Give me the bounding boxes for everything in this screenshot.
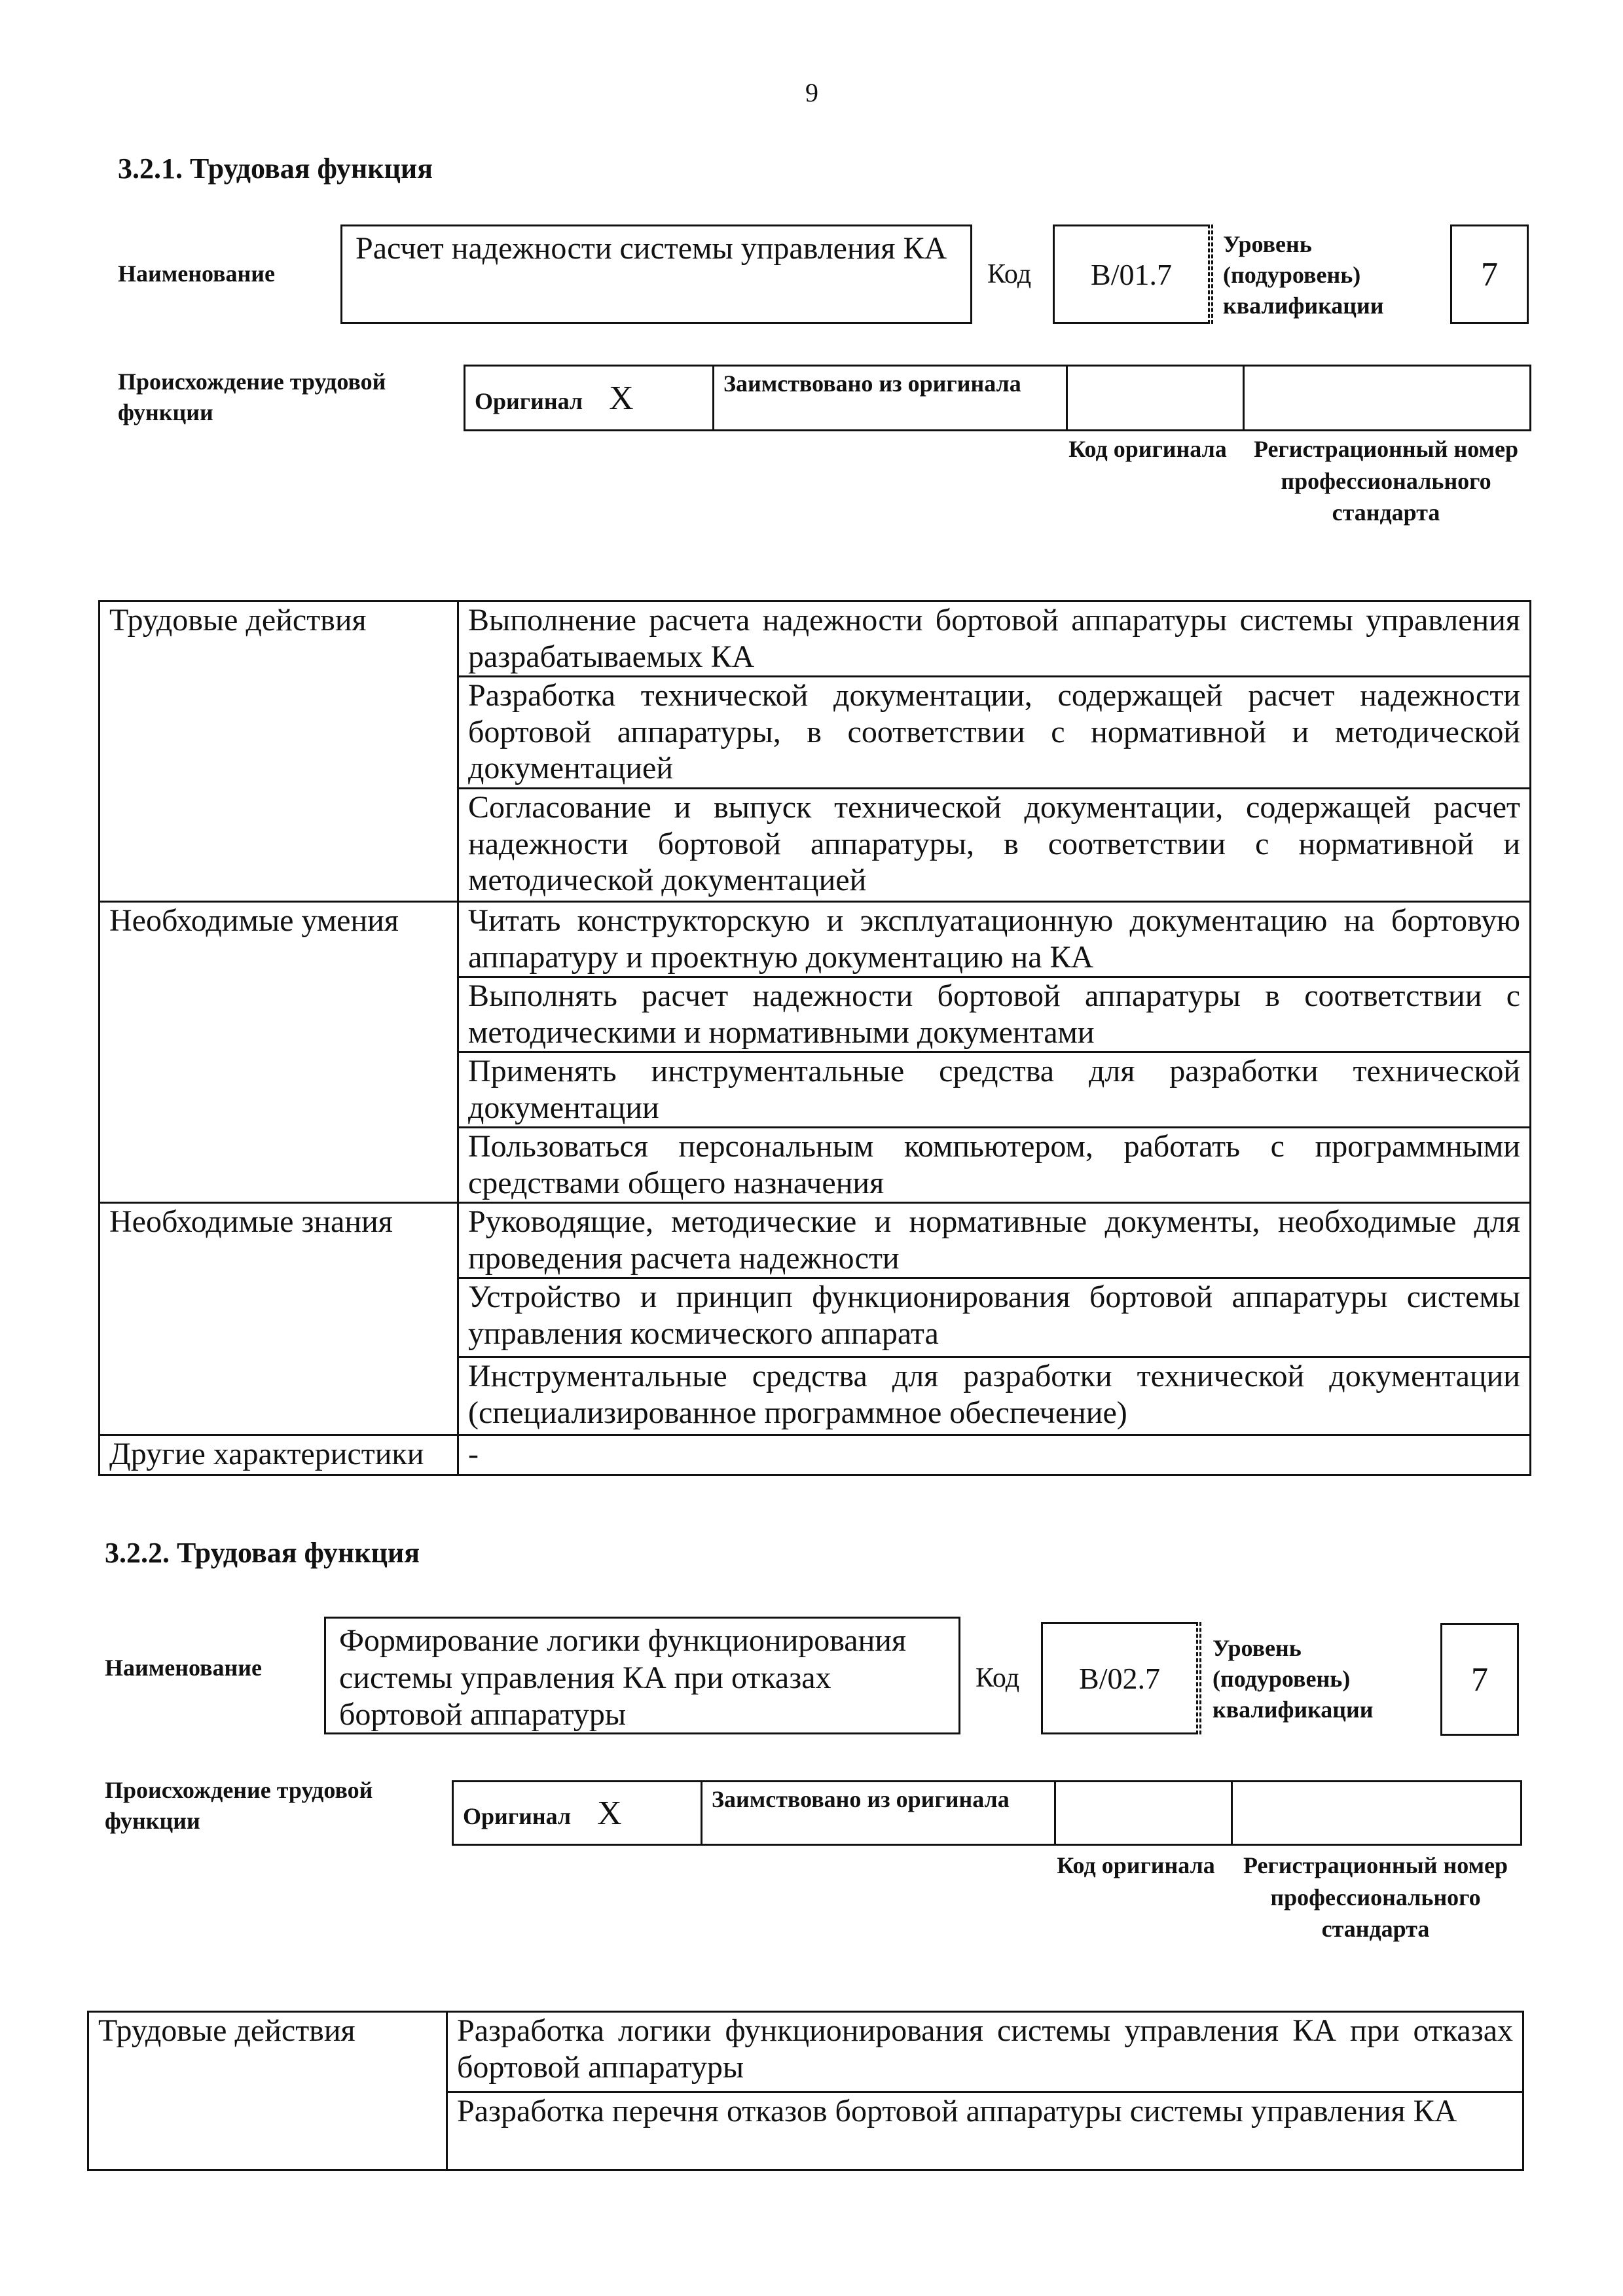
section-1-row-label-knowledge: Необходимые знания <box>100 1203 458 1435</box>
section-2-reg-number-caption: Регистрационный номер профессионального стандарта <box>1243 1852 1508 1943</box>
section-2-original-cell <box>453 1782 702 1845</box>
section-1-title: 3.2.1. Трудовая функция <box>118 152 433 185</box>
section-2-code-value: B/02.7 <box>1079 1661 1160 1695</box>
section-2-action-item: Разработка логики функционирования системы управления КА при отказах бортовой аппаратуры <box>447 2012 1523 2092</box>
section-1-original-cell <box>465 366 714 431</box>
section-1-original-mark: X <box>609 379 634 417</box>
section-1-other-item: - <box>458 1435 1531 1475</box>
section-2-code-divider <box>1199 1622 1201 1734</box>
section-1-knowledge-item: Руководящие, методические и нормативные документы, необходимые для проведения расчета надежности <box>458 1203 1531 1278</box>
section-1-row-label-actions: Трудовые действия <box>100 601 458 902</box>
section-2-name-label: Наименование <box>105 1655 262 1681</box>
section-2-level-value: 7 <box>1471 1660 1488 1698</box>
section-1-name-label: Наименование <box>118 260 275 287</box>
section-1-knowledge-item: Инструментальные средства для разработки технической документации (специализированное программное обеспечение) <box>458 1357 1531 1435</box>
section-1-action-item: Выполнение расчета надежности бортовой аппаратуры системы управления разрабатываемых КА <box>458 601 1531 677</box>
section-1-code-divider <box>1211 224 1213 324</box>
section-2-level-box <box>1440 1623 1519 1736</box>
section-2-reg-number-cell <box>1232 1782 1522 1845</box>
section-2-code-box <box>1041 1622 1198 1734</box>
section-1-name-value: Расчет надежности системы управления КА <box>356 231 947 266</box>
section-1-main-table <box>98 600 1531 1476</box>
section-1-level-value: 7 <box>1481 255 1498 293</box>
section-2-level-label: Уровень (подуровень) квалификации <box>1213 1635 1374 1723</box>
section-1-skill-item: Применять инструментальные средства для разработки технической документации <box>458 1052 1531 1128</box>
section-2-borrowed-label: Заимствовано из оригинала <box>702 1782 1055 1845</box>
section-2-title: 3.2.2. Трудовая функция <box>105 1537 420 1569</box>
section-2-code-original-caption: Код оригинала <box>1057 1852 1215 1878</box>
section-2-original-label: Оригинал <box>463 1803 572 1829</box>
section-1-code-box <box>1053 224 1210 324</box>
section-1-level-label: Уровень (подуровень) квалификации <box>1223 231 1384 319</box>
section-1-origin-label: Происхождение трудовой функции <box>118 368 386 425</box>
section-2-original-mark: X <box>597 1794 622 1832</box>
section-1-borrowed-label: Заимствовано из оригинала <box>714 366 1067 431</box>
section-1-skill-item: Пользоваться персональным компьютером, работать с программными средствами общего назначения <box>458 1128 1531 1203</box>
section-2-main-table <box>87 2011 1524 2171</box>
section-1-level-box <box>1450 224 1529 324</box>
section-1-action-item: Согласование и выпуск технической документации, содержащей расчет надежности бортовой аппаратуры, в соответствии с нормативной и методической документацией <box>458 789 1531 902</box>
section-1-original-label: Оригинал <box>475 387 583 414</box>
section-2-name-value: Формирование логики функционирования системы управления КА при отказах бортовой аппаратуры <box>339 1623 907 1732</box>
section-1-origin-table <box>464 365 1531 431</box>
section-2-code-original-cell <box>1055 1782 1232 1845</box>
section-2-code-label: Код <box>976 1663 1020 1693</box>
section-1-code-original-caption: Код оригинала <box>1068 436 1227 462</box>
section-1-skill-item: Читать конструкторскую и эксплуатационную документацию на бортовую аппаратуру и проектную документацию на КА <box>458 902 1531 977</box>
section-1-reg-number-caption: Регистрационный номер профессионального стандарта <box>1253 436 1519 526</box>
section-1-row-label-skills: Необходимые умения <box>100 902 458 1203</box>
section-2-name-box <box>324 1617 960 1734</box>
section-2-origin-label: Происхождение трудовой функции <box>105 1777 373 1834</box>
section-1-knowledge-item: Устройство и принцип функционирования бортовой аппаратуры системы управления космического аппарата <box>458 1278 1531 1357</box>
section-1-code-label: Код <box>987 259 1032 289</box>
section-1-code-value: B/01.7 <box>1091 257 1172 291</box>
section-2-row-label-actions: Трудовые действия <box>88 2012 447 2170</box>
section-2-action-item: Разработка перечня отказов бортовой аппаратуры системы управления КА <box>447 2092 1523 2170</box>
section-2-origin-table <box>452 1780 1522 1846</box>
section-1-action-item: Разработка технической документации, содержащей расчет надежности бортовой аппаратуры, в соответствии с нормативной и методической документацией <box>458 677 1531 789</box>
section-1-skill-item: Выполнять расчет надежности бортовой аппаратуры в соответствии с методическими и нормативными документами <box>458 977 1531 1052</box>
section-1-row-label-other: Другие характеристики <box>100 1435 458 1475</box>
section-1-code-original-cell <box>1067 366 1244 431</box>
section-1-name-box <box>340 224 972 324</box>
page-number: 9 <box>805 78 818 107</box>
section-1-reg-number-cell <box>1244 366 1531 431</box>
